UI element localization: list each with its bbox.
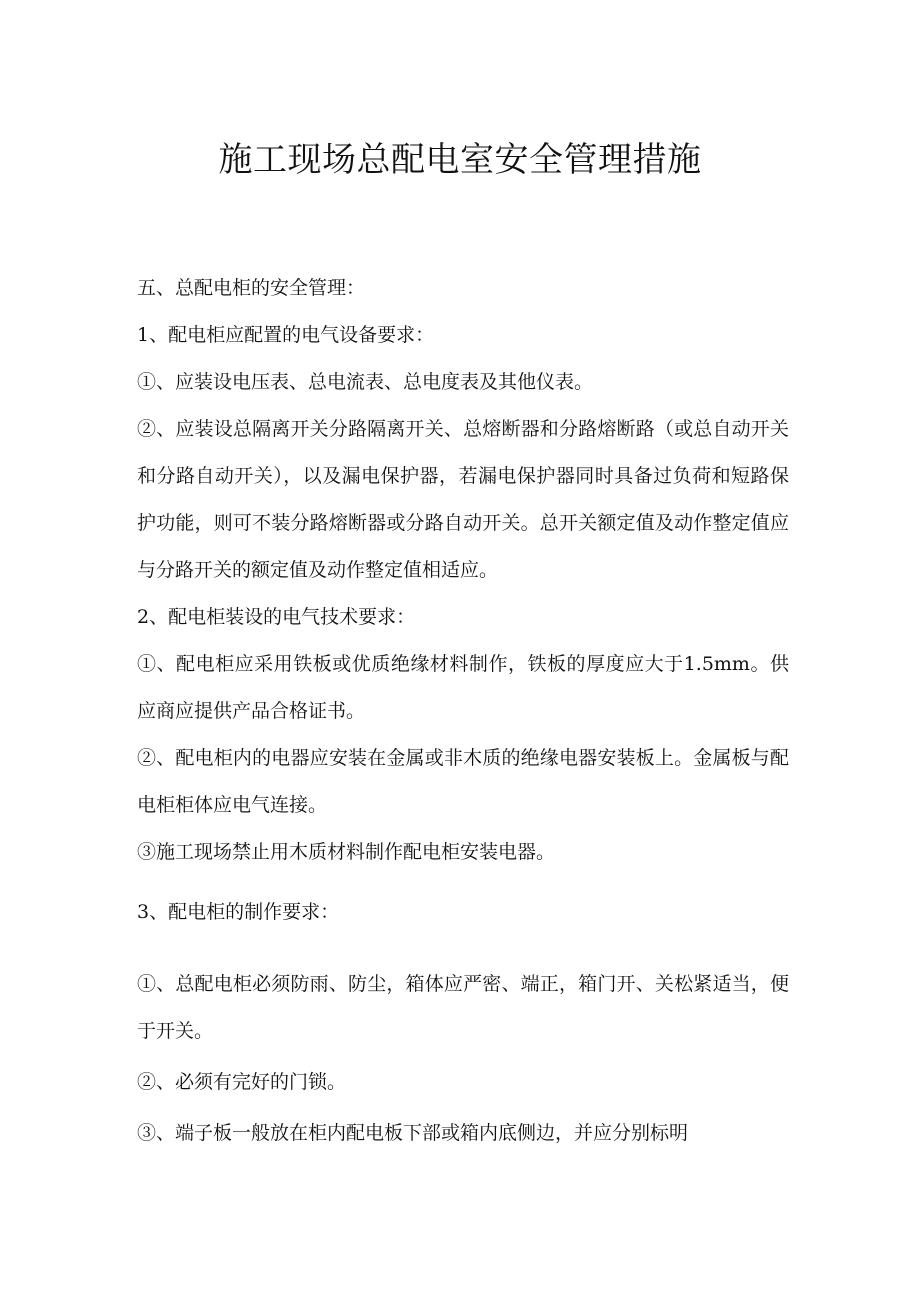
subsection-heading: 3、配电柜的制作要求： [137,901,340,923]
list-item: ②、应装设总隔离开关分路隔离开关、总熔断器和分路熔断路（或总自动开关和分路自动开关），以及漏电保护器，若漏电保护器同时具备过负荷和短路保护功能，则可不装分路熔断器或分路自动开关。总开关额定值及动作整定值应与分路开关的额定值及动作整定值相适应。 [137,418,789,581]
document-title: 施工现场总配电室安全管理措施 [218,140,702,180]
list-item: ①、配电柜应采用铁板或优质绝缘材料制作，铁板的厚度应大于1.5mm。供应商应提供产品合格证书。 [137,653,789,722]
list-item: ②、必须有完好的门锁。 [137,1071,347,1093]
list-item: ②、配电柜内的电器应安装在金属或非木质的绝缘电器安装板上。金属板与配电柜柜体应电气连接。 [137,747,789,816]
list-item: ①、应装设电压表、总电流表、总电度表及其他仪表。 [137,371,594,393]
list-item: ③、端子板一般放在柜内配电板下部或箱内底侧边，并应分别标明 [137,1122,689,1144]
list-item: ①、总配电柜必须防雨、防尘，箱体应严密、端正，箱门开、关松紧适当，便于开关。 [137,973,789,1042]
subsection-heading: 2、配电柜装设的电气技术要求： [137,606,416,628]
section-heading: 五、总配电柜的安全管理： [137,277,366,299]
list-item: ③施工现场禁止用木质材料制作配电柜安装电器。 [137,841,556,863]
subsection-heading: 1、配电柜应配置的电气设备要求： [137,324,435,346]
